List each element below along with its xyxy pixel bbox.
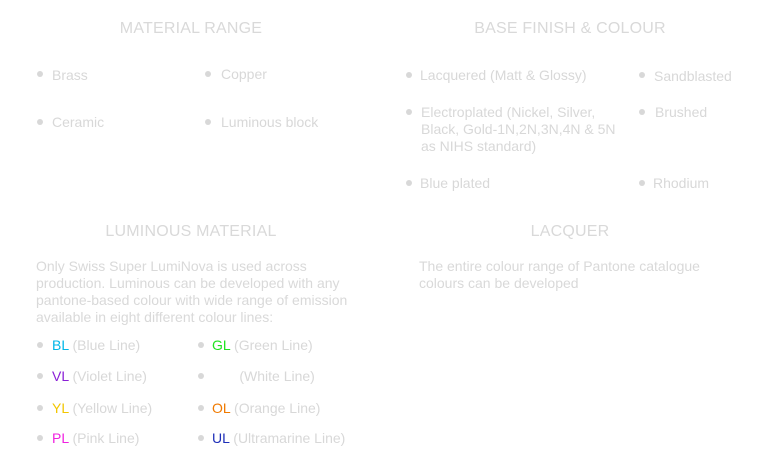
colour-code-pl: PL (52, 430, 69, 446)
colour-code-ol: OL (212, 400, 231, 416)
colour-code-gl: GL (212, 337, 231, 353)
finish-item-brushed: Brushed (655, 104, 708, 120)
finish-item-blue-plated: Blue plated (420, 175, 491, 191)
colour-line-gl (212, 337, 313, 354)
colour-line-yl (52, 400, 152, 417)
colour-label-ol: (Orange Line) (234, 400, 321, 416)
material-range-heading: MATERIAL RANGE (119, 20, 263, 37)
colour-code-yl: YL (52, 400, 69, 416)
luminous-material-heading: LUMINOUS MATERIAL (105, 223, 277, 240)
bullet-wl (198, 373, 204, 379)
bullet-vl (37, 373, 43, 379)
colour-label-gl: (Green Line) (234, 337, 313, 353)
bullet-rhodium (639, 180, 645, 186)
material-item-luminous-block: Luminous block (221, 114, 319, 130)
colour-line-ol (212, 400, 320, 417)
bullet-copper (205, 71, 211, 77)
bullet-brushed (639, 109, 645, 115)
bullet-pl (37, 435, 43, 441)
bullet-gl (198, 342, 204, 348)
bullet-bl (37, 342, 43, 348)
finish-item-sandblasted: Sandblasted (654, 68, 732, 84)
material-item-ceramic: Ceramic (52, 114, 105, 130)
lacquer-description: The entire colour range of Pantone catalogue colours can be developed (419, 258, 700, 291)
colour-line-bl (52, 337, 140, 354)
colour-label-wl: (White Line) (239, 368, 315, 384)
bullet-ceramic (37, 119, 43, 125)
colour-line-pl (52, 430, 139, 447)
bullet-electroplated (406, 109, 412, 115)
lacquer-heading: LACQUER (530, 223, 610, 240)
bullet-ol (198, 405, 204, 411)
colour-label-ul: (Ultramarine Line) (233, 430, 346, 446)
luminous-material-description: Only Swiss Super LumiNova is used across production. Luminous can be developed with any pantone-based colour with wide range of emission available in eight different colour lines: (36, 258, 348, 325)
finish-item-electroplated: Electroplated (Nickel, Silver, Black, Gold-1N,2N,3N,4N & 5N as NIHS standard) (421, 104, 616, 154)
base-finish-heading: BASE FINISH & COLOUR (474, 20, 666, 37)
colour-line-ul (212, 430, 345, 447)
colour-code-bl: BL (52, 337, 69, 353)
colour-line-wl (215, 368, 315, 385)
bullet-sandblasted (639, 72, 645, 78)
material-item-copper: Copper (221, 66, 267, 82)
finish-item-lacquered: Lacquered (Matt & Glossy) (420, 67, 587, 83)
colour-code-wl: WL (215, 368, 236, 384)
bullet-ul (198, 435, 204, 441)
material-item-brass: Brass (52, 67, 88, 83)
bullet-blue-plated (406, 180, 412, 186)
colour-label-bl: (Blue Line) (72, 337, 141, 353)
bullet-yl (37, 405, 43, 411)
colour-label-pl: (Pink Line) (72, 430, 140, 446)
colour-code-vl: VL (52, 368, 69, 384)
bullet-lacquered (406, 72, 412, 78)
colour-code-ul: UL (212, 430, 230, 446)
colour-line-vl (52, 368, 147, 385)
bullet-luminous-block (205, 119, 211, 125)
bullet-brass (37, 71, 43, 77)
finish-item-rhodium: Rhodium (653, 175, 710, 191)
colour-label-vl: (Violet Line) (72, 368, 147, 384)
colour-label-yl: (Yellow Line) (72, 400, 153, 416)
